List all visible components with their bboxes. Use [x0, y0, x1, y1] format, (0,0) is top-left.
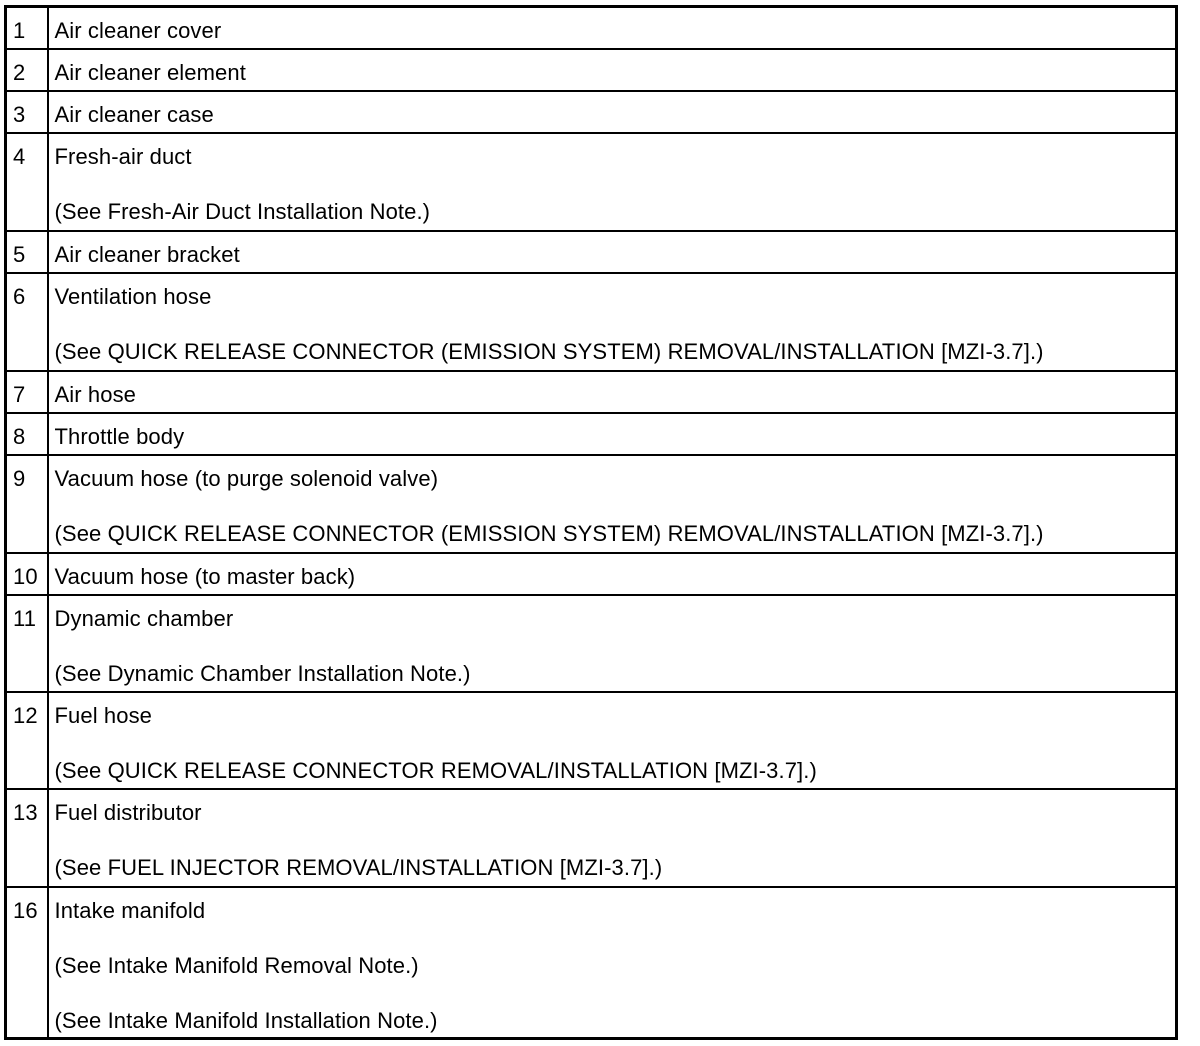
table-row: [6, 595, 1177, 692]
table-row: [6, 789, 1177, 887]
part-number: 3: [6, 91, 48, 133]
part-number: 12: [6, 692, 48, 789]
table-row: [6, 91, 1177, 133]
part-number: 8: [6, 413, 48, 455]
table-row: [6, 133, 1177, 231]
part-number: 10: [6, 553, 48, 595]
part-description: [48, 887, 1177, 1039]
table-row: [6, 371, 1177, 413]
part-number: 16: [6, 887, 48, 1039]
table-row: [6, 231, 1177, 273]
part-number: 6: [6, 273, 48, 371]
part-name: Air cleaner case: [54, 101, 214, 127]
part-name: Dynamic chamber: [54, 605, 234, 631]
parts-table: [4, 5, 1178, 1040]
reference-note: (See QUICK RELEASE CONNECTOR (EMISSION SYSTEM) REMOVAL/INSTALLATION [MZI-3.7].): [54, 338, 1044, 364]
part-description: [48, 231, 1177, 273]
part-number: 7: [6, 371, 48, 413]
table-row: [6, 413, 1177, 455]
part-name: Intake manifold: [54, 897, 206, 923]
part-name: Fresh-air duct: [54, 143, 192, 169]
part-description: [48, 553, 1177, 595]
reference-note: (See Intake Manifold Removal Note.): [54, 952, 419, 978]
table-row: [6, 273, 1177, 371]
table-row: [6, 7, 1177, 49]
part-name: Air cleaner cover: [54, 18, 222, 43]
reference-note: (See Fresh-Air Duct Installation Note.): [54, 198, 431, 224]
reference-note: (See QUICK RELEASE CONNECTOR (EMISSION SYSTEM) REMOVAL/INSTALLATION [MZI-3.7].): [54, 520, 1044, 546]
part-description: [48, 273, 1177, 371]
part-name: Throttle body: [54, 423, 185, 449]
reference-note: (See Dynamic Chamber Installation Note.): [54, 660, 471, 686]
table-row: [6, 887, 1177, 1039]
part-name: Air cleaner element: [54, 59, 246, 85]
part-description: [48, 91, 1177, 133]
part-description: [48, 595, 1177, 692]
part-description: [48, 49, 1177, 91]
table-row: [6, 455, 1177, 553]
part-name: Air cleaner bracket: [54, 241, 240, 267]
part-description: [48, 789, 1177, 887]
part-number: 5: [6, 231, 48, 273]
part-number: 13: [6, 789, 48, 887]
table-row: [6, 553, 1177, 595]
part-description: [48, 692, 1177, 789]
table-row: [6, 49, 1177, 91]
table-row: [6, 692, 1177, 789]
part-name: Vacuum hose (to purge solenoid valve): [54, 465, 439, 491]
part-name: Air hose: [54, 381, 137, 407]
part-number: 4: [6, 133, 48, 231]
part-number: 11: [6, 595, 48, 692]
part-description: [48, 413, 1177, 455]
part-description: [48, 371, 1177, 413]
part-name: Fuel hose: [54, 702, 153, 728]
part-description: [48, 133, 1177, 231]
part-number: 2: [6, 49, 48, 91]
part-number: 9: [6, 455, 48, 553]
part-description: [48, 7, 1177, 49]
part-name: Fuel distributor: [54, 799, 202, 825]
part-number: 1: [6, 7, 48, 49]
reference-note: (See FUEL INJECTOR REMOVAL/INSTALLATION [MZI-3.7].): [54, 854, 663, 880]
reference-note: (See QUICK RELEASE CONNECTOR REMOVAL/INSTALLATION [MZI-3.7].): [54, 757, 817, 783]
reference-note: (See Intake Manifold Installation Note.): [54, 1007, 438, 1033]
part-description: [48, 455, 1177, 553]
part-name: Vacuum hose (to master back): [54, 563, 356, 589]
part-name: Ventilation hose: [54, 283, 212, 309]
